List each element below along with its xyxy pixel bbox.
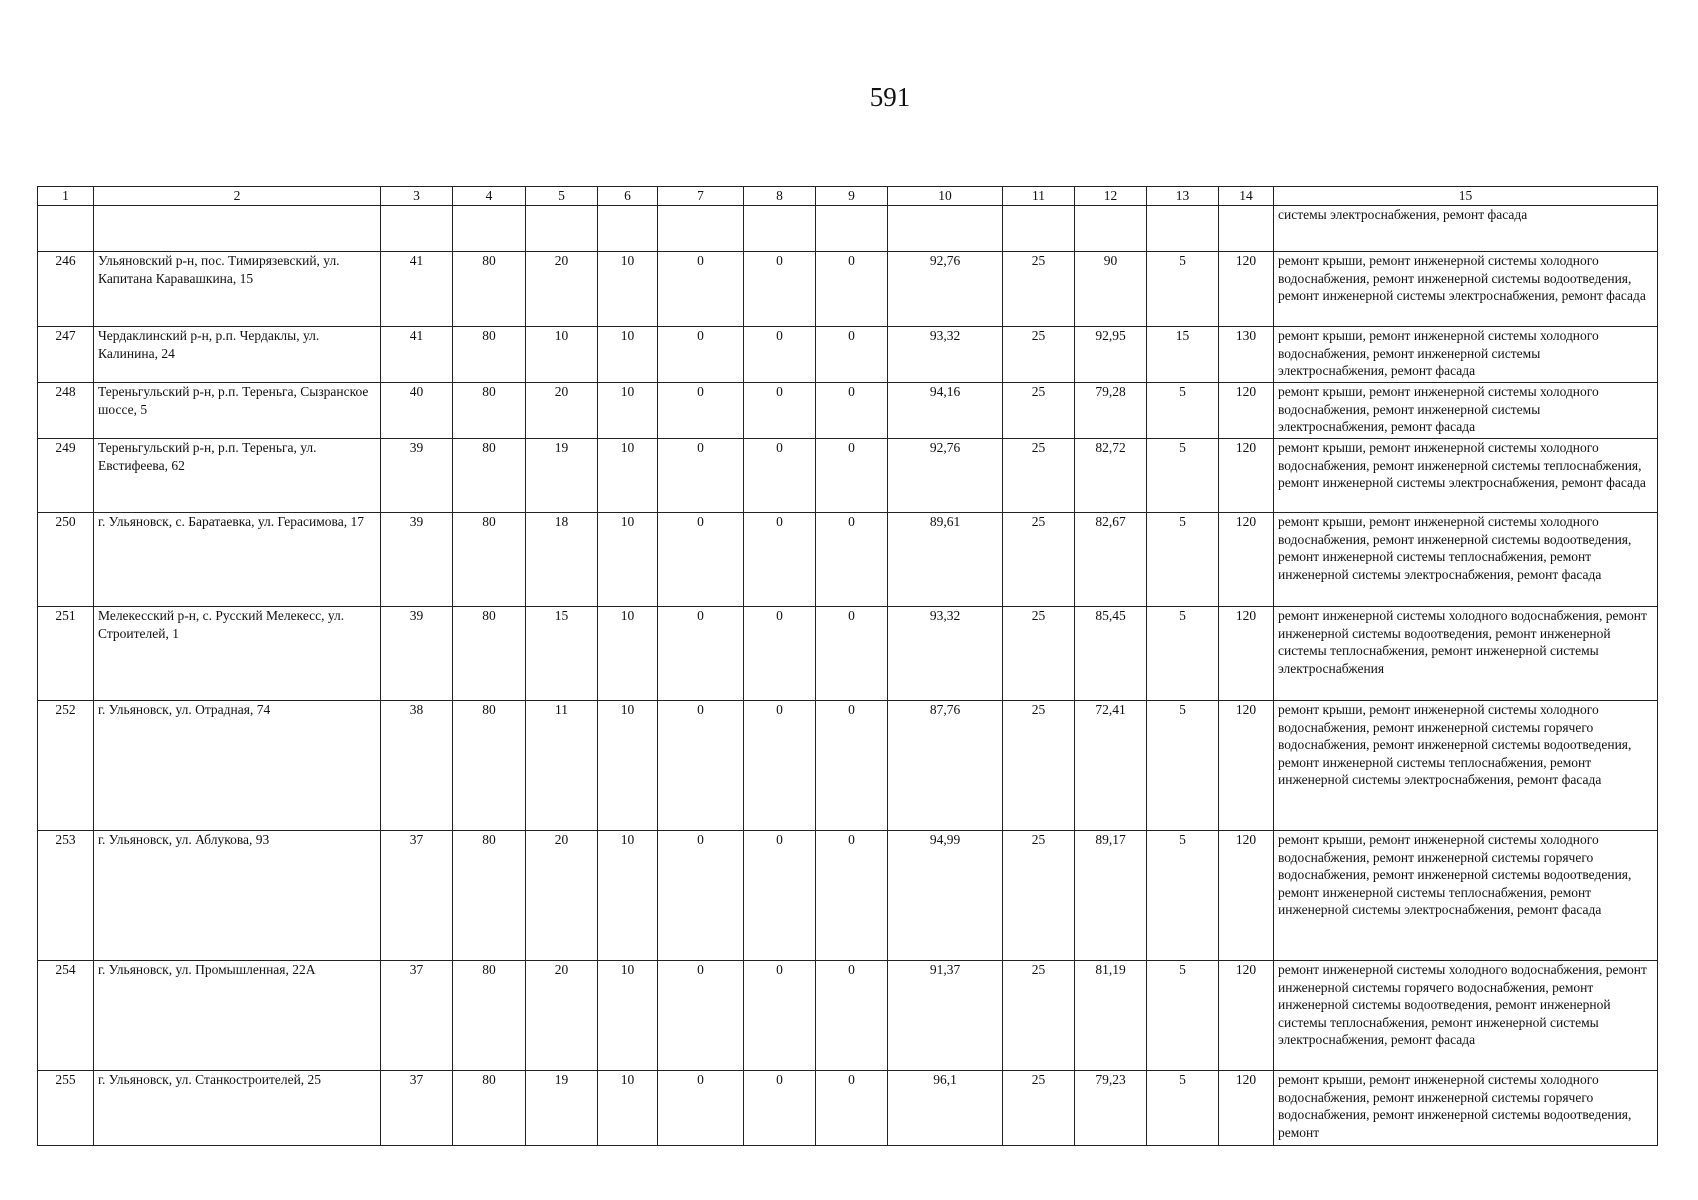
repair-works-cell: ремонт крыши, ремонт инженерной системы холодного водоснабжения, ремонт инженерной системы горячего водоснабжения, ремонт инженерной системы водоотведения, ремонт инженерной системы теплоснабжения, ремонт инженерной системы электроснабжения, ремонт фасада <box>1274 701 1658 831</box>
value-cell: 10 <box>598 327 658 383</box>
value-cell: 5 <box>1147 961 1219 1071</box>
column-number: 5 <box>526 187 598 206</box>
row-number-cell: 249 <box>38 439 94 513</box>
cell <box>453 206 526 252</box>
value-cell: 0 <box>816 252 888 327</box>
value-cell: 120 <box>1219 701 1274 831</box>
value-cell: 120 <box>1219 831 1274 961</box>
cell <box>381 206 453 252</box>
row-number-cell: 251 <box>38 607 94 701</box>
continuation-row <box>38 206 1658 252</box>
value-cell: 20 <box>526 383 598 439</box>
value-cell: 0 <box>658 252 744 327</box>
value-cell: 0 <box>658 1071 744 1146</box>
cell <box>1219 206 1274 252</box>
value-cell: 25 <box>1003 701 1075 831</box>
value-cell: 0 <box>658 513 744 607</box>
row-number-cell: 254 <box>38 961 94 1071</box>
value-cell: 0 <box>816 383 888 439</box>
address-cell: г. Ульяновск, ул. Промышленная, 22А <box>94 961 381 1071</box>
table-row <box>38 961 1658 1071</box>
value-cell: 92,76 <box>888 252 1003 327</box>
value-cell: 91,37 <box>888 961 1003 1071</box>
column-number: 1 <box>38 187 94 206</box>
address-cell: г. Ульяновск, с. Баратаевка, ул. Герасимова, 17 <box>94 513 381 607</box>
value-cell: 120 <box>1219 439 1274 513</box>
table-row <box>38 1071 1658 1146</box>
value-cell: 5 <box>1147 1071 1219 1146</box>
value-cell: 89,17 <box>1075 831 1147 961</box>
value-cell: 5 <box>1147 513 1219 607</box>
repair-works-cell: ремонт крыши, ремонт инженерной системы холодного водоснабжения, ремонт инженерной системы электроснабжения, ремонт фасада <box>1274 383 1658 439</box>
value-cell: 80 <box>453 383 526 439</box>
value-cell: 10 <box>598 831 658 961</box>
table-row <box>38 383 1658 439</box>
value-cell: 5 <box>1147 439 1219 513</box>
value-cell: 40 <box>381 383 453 439</box>
value-cell: 0 <box>744 831 816 961</box>
value-cell: 0 <box>744 327 816 383</box>
repair-works-cell: ремонт крыши, ремонт инженерной системы холодного водоснабжения, ремонт инженерной системы горячего водоснабжения, ремонт инженерной системы водоотведения, ремонт инженерной системы теплоснабжения, ремонт инженерной системы электроснабжения, ремонт фасада <box>1274 831 1658 961</box>
column-number: 10 <box>888 187 1003 206</box>
value-cell: 41 <box>381 252 453 327</box>
value-cell: 80 <box>453 701 526 831</box>
table-row <box>38 831 1658 961</box>
value-cell: 25 <box>1003 1071 1075 1146</box>
value-cell: 10 <box>598 1071 658 1146</box>
value-cell: 80 <box>453 327 526 383</box>
column-number: 14 <box>1219 187 1274 206</box>
value-cell: 25 <box>1003 607 1075 701</box>
column-number: 8 <box>744 187 816 206</box>
table-row <box>38 607 1658 701</box>
cell <box>888 206 1003 252</box>
value-cell: 25 <box>1003 439 1075 513</box>
column-number: 15 <box>1274 187 1658 206</box>
value-cell: 10 <box>598 961 658 1071</box>
value-cell: 25 <box>1003 383 1075 439</box>
value-cell: 94,16 <box>888 383 1003 439</box>
row-number-cell: 247 <box>38 327 94 383</box>
address-cell: Тереньгульский р-н, р.п. Тереньга, ул. Евстифеева, 62 <box>94 439 381 513</box>
value-cell: 0 <box>816 1071 888 1146</box>
row-number-cell: 250 <box>38 513 94 607</box>
column-number: 11 <box>1003 187 1075 206</box>
value-cell: 120 <box>1219 1071 1274 1146</box>
value-cell: 80 <box>453 961 526 1071</box>
value-cell: 0 <box>744 701 816 831</box>
column-number-row <box>38 187 1658 206</box>
value-cell: 25 <box>1003 327 1075 383</box>
value-cell: 0 <box>658 961 744 1071</box>
column-number: 3 <box>381 187 453 206</box>
value-cell: 82,67 <box>1075 513 1147 607</box>
value-cell: 80 <box>453 607 526 701</box>
value-cell: 79,28 <box>1075 383 1147 439</box>
address-cell: г. Ульяновск, ул. Станкостроителей, 25 <box>94 1071 381 1146</box>
value-cell: 0 <box>744 1071 816 1146</box>
value-cell: 0 <box>816 701 888 831</box>
table-row <box>38 701 1658 831</box>
value-cell: 10 <box>598 513 658 607</box>
repair-works-cell: ремонт крыши, ремонт инженерной системы холодного водоснабжения, ремонт инженерной системы электроснабжения, ремонт фасада <box>1274 327 1658 383</box>
page-number: 591 <box>869 82 911 112</box>
value-cell: 25 <box>1003 252 1075 327</box>
value-cell: 41 <box>381 327 453 383</box>
value-cell: 0 <box>744 439 816 513</box>
value-cell: 0 <box>658 327 744 383</box>
value-cell: 39 <box>381 513 453 607</box>
value-cell: 92,76 <box>888 439 1003 513</box>
row-number-cell: 255 <box>38 1071 94 1146</box>
address-cell: Ульяновский р-н, пос. Тимирязевский, ул. Капитана Каравашкина, 15 <box>94 252 381 327</box>
repair-works-cell: ремонт инженерной системы холодного водоснабжения, ремонт инженерной системы горячего водоснабжения, ремонт инженерной системы водоотведения, ремонт инженерной системы теплоснабжения, ремонт инженерной системы электроснабжения, ремонт фасада <box>1274 961 1658 1071</box>
value-cell: 0 <box>816 513 888 607</box>
value-cell: 19 <box>526 1071 598 1146</box>
value-cell: 80 <box>453 252 526 327</box>
value-cell: 89,61 <box>888 513 1003 607</box>
value-cell: 20 <box>526 252 598 327</box>
value-cell: 18 <box>526 513 598 607</box>
value-cell: 39 <box>381 439 453 513</box>
value-cell: 5 <box>1147 701 1219 831</box>
value-cell: 0 <box>658 607 744 701</box>
value-cell: 87,76 <box>888 701 1003 831</box>
value-cell: 130 <box>1219 327 1274 383</box>
value-cell: 20 <box>526 961 598 1071</box>
column-number: 7 <box>658 187 744 206</box>
value-cell: 82,72 <box>1075 439 1147 513</box>
cell <box>658 206 744 252</box>
table-row <box>38 252 1658 327</box>
repair-works-cell: системы электроснабжения, ремонт фасада <box>1274 206 1658 252</box>
value-cell: 20 <box>526 831 598 961</box>
value-cell: 79,23 <box>1075 1071 1147 1146</box>
value-cell: 37 <box>381 831 453 961</box>
cell <box>744 206 816 252</box>
value-cell: 0 <box>816 961 888 1071</box>
column-number: 2 <box>94 187 381 206</box>
value-cell: 120 <box>1219 383 1274 439</box>
value-cell: 0 <box>744 961 816 1071</box>
address-cell: Мелекесский р-н, с. Русский Мелекесс, ул. Строителей, 1 <box>94 607 381 701</box>
value-cell: 0 <box>816 607 888 701</box>
repair-works-cell: ремонт крыши, ремонт инженерной системы холодного водоснабжения, ремонт инженерной системы водоотведения, ремонт инженерной системы электроснабжения, ремонт фасада <box>1274 252 1658 327</box>
value-cell: 0 <box>816 327 888 383</box>
row-number-cell: 253 <box>38 831 94 961</box>
value-cell: 15 <box>1147 327 1219 383</box>
value-cell: 93,32 <box>888 327 1003 383</box>
row-number-cell: 246 <box>38 252 94 327</box>
value-cell: 25 <box>1003 961 1075 1071</box>
value-cell: 0 <box>816 439 888 513</box>
value-cell: 5 <box>1147 252 1219 327</box>
value-cell: 120 <box>1219 961 1274 1071</box>
value-cell: 0 <box>658 831 744 961</box>
value-cell: 10 <box>598 701 658 831</box>
value-cell: 85,45 <box>1075 607 1147 701</box>
column-number: 9 <box>816 187 888 206</box>
value-cell: 90 <box>1075 252 1147 327</box>
address-cell: г. Ульяновск, ул. Отрадная, 74 <box>94 701 381 831</box>
cell <box>94 206 381 252</box>
value-cell: 80 <box>453 513 526 607</box>
value-cell: 19 <box>526 439 598 513</box>
address-cell: г. Ульяновск, ул. Аблукова, 93 <box>94 831 381 961</box>
repair-works-cell: ремонт инженерной системы холодного водоснабжения, ремонт инженерной системы водоотведения, ремонт инженерной системы теплоснабжения, ремонт инженерной системы электроснабжения <box>1274 607 1658 701</box>
column-number: 6 <box>598 187 658 206</box>
row-number-cell: 248 <box>38 383 94 439</box>
cell <box>816 206 888 252</box>
value-cell: 0 <box>658 701 744 831</box>
table-row <box>38 327 1658 383</box>
value-cell: 38 <box>381 701 453 831</box>
value-cell: 92,95 <box>1075 327 1147 383</box>
cell <box>526 206 598 252</box>
value-cell: 5 <box>1147 831 1219 961</box>
value-cell: 80 <box>453 831 526 961</box>
value-cell: 15 <box>526 607 598 701</box>
value-cell: 94,99 <box>888 831 1003 961</box>
value-cell: 80 <box>453 1071 526 1146</box>
value-cell: 10 <box>598 252 658 327</box>
column-number: 12 <box>1075 187 1147 206</box>
cell <box>1003 206 1075 252</box>
value-cell: 25 <box>1003 513 1075 607</box>
value-cell: 0 <box>816 831 888 961</box>
repair-works-cell: ремонт крыши, ремонт инженерной системы холодного водоснабжения, ремонт инженерной системы теплоснабжения, ремонт инженерной системы электроснабжения, ремонт фасада <box>1274 439 1658 513</box>
value-cell: 10 <box>598 607 658 701</box>
value-cell: 0 <box>744 513 816 607</box>
value-cell: 120 <box>1219 607 1274 701</box>
row-number-cell: 252 <box>38 701 94 831</box>
value-cell: 25 <box>1003 831 1075 961</box>
value-cell: 120 <box>1219 252 1274 327</box>
cell <box>38 206 94 252</box>
value-cell: 10 <box>598 383 658 439</box>
column-number: 13 <box>1147 187 1219 206</box>
cell <box>598 206 658 252</box>
value-cell: 80 <box>453 439 526 513</box>
value-cell: 0 <box>658 439 744 513</box>
value-cell: 37 <box>381 961 453 1071</box>
address-cell: Тереньгульский р-н, р.п. Тереньга, Сызранское шоссе, 5 <box>94 383 381 439</box>
cell <box>1075 206 1147 252</box>
repair-works-cell: ремонт крыши, ремонт инженерной системы холодного водоснабжения, ремонт инженерной системы водоотведения, ремонт инженерной системы теплоснабжения, ремонт инженерной системы электроснабжения, ремонт фасада <box>1274 513 1658 607</box>
table-row <box>38 439 1658 513</box>
value-cell: 11 <box>526 701 598 831</box>
value-cell: 0 <box>658 383 744 439</box>
value-cell: 81,19 <box>1075 961 1147 1071</box>
housing-repair-table <box>37 186 1658 1146</box>
value-cell: 96,1 <box>888 1071 1003 1146</box>
column-number: 4 <box>453 187 526 206</box>
table-row <box>38 513 1658 607</box>
value-cell: 10 <box>598 439 658 513</box>
value-cell: 0 <box>744 607 816 701</box>
value-cell: 120 <box>1219 513 1274 607</box>
value-cell: 93,32 <box>888 607 1003 701</box>
repair-works-cell: ремонт крыши, ремонт инженерной системы холодного водоснабжения, ремонт инженерной системы горячего водоснабжения, ремонт инженерной системы водоотведения, ремонт <box>1274 1071 1658 1146</box>
value-cell: 0 <box>744 383 816 439</box>
value-cell: 72,41 <box>1075 701 1147 831</box>
value-cell: 5 <box>1147 607 1219 701</box>
cell <box>1147 206 1219 252</box>
value-cell: 37 <box>381 1071 453 1146</box>
value-cell: 10 <box>526 327 598 383</box>
value-cell: 5 <box>1147 383 1219 439</box>
address-cell: Чердаклинский р-н, р.п. Чердаклы, ул. Калинина, 24 <box>94 327 381 383</box>
value-cell: 39 <box>381 607 453 701</box>
value-cell: 0 <box>744 252 816 327</box>
